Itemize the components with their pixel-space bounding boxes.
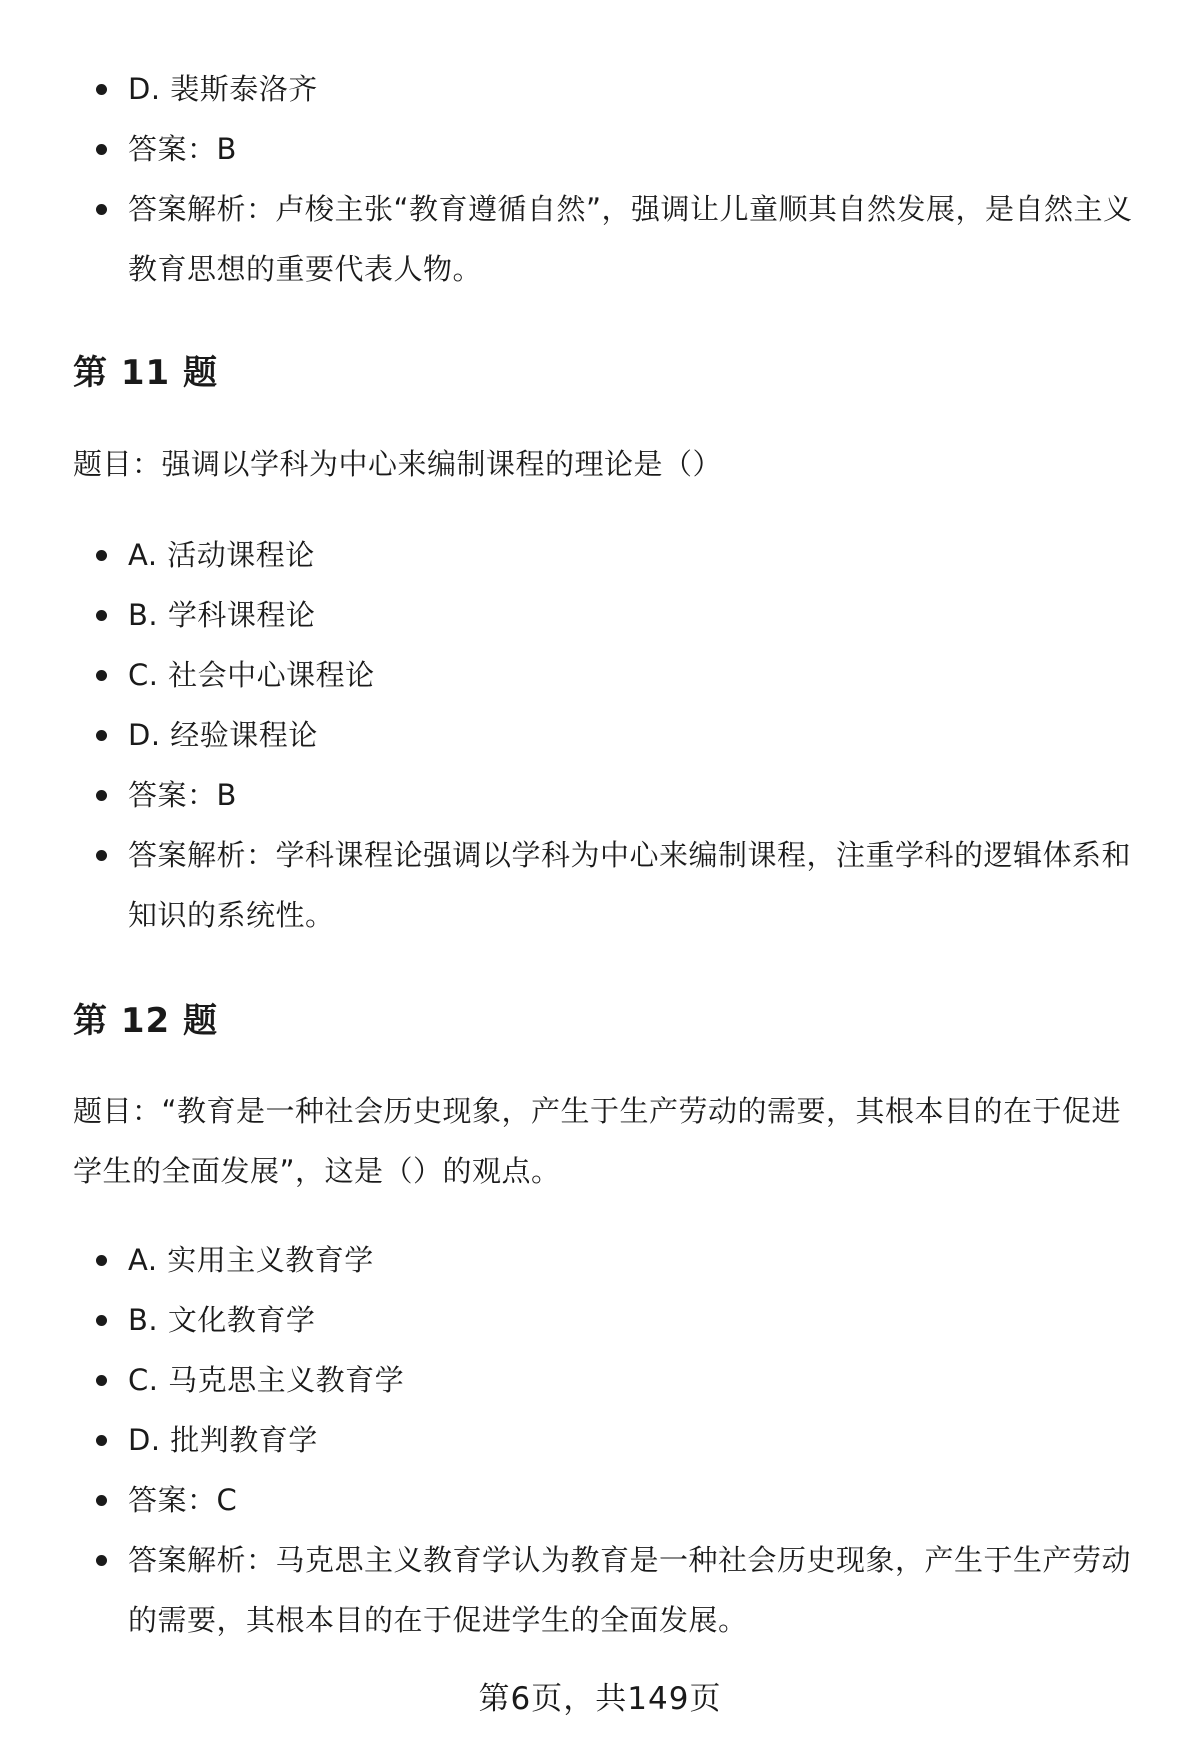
bullet-icon	[96, 144, 107, 155]
q11-question: 题目：强调以学科为中心来编制课程的理论是（）	[73, 447, 723, 481]
q12-explanation: 答案解析：马克思主义教育学认为教育是一种社会历史现象，产生于生产劳动的需要，其根本目的在于促进学生的全面发展。	[0, 1530, 1200, 1650]
q10-option-list	[0, 59, 1200, 299]
q12-option-list	[0, 1230, 1200, 1650]
bullet-icon	[96, 1435, 107, 1446]
q12-question: 题目：“教育是一种社会历史现象，产生于生产劳动的需要，其根本目的在于促进学生的全面发展”，这是（）的观点。	[73, 1094, 1122, 1188]
q11-option-list	[0, 525, 1200, 945]
q12-answer: 答案：C	[0, 1470, 1200, 1530]
q10-option-d: D. 裴斯泰洛齐	[0, 59, 1200, 119]
q11-option-c: C. 社会中心课程论	[0, 645, 1200, 705]
bullet-icon	[96, 850, 107, 861]
q11-heading: 第 11 题	[73, 353, 218, 393]
bullet-icon	[96, 790, 107, 801]
q12-heading: 第 12 题	[73, 1001, 218, 1041]
q11-option-d: D. 经验课程论	[0, 705, 1200, 765]
bullet-icon	[96, 610, 107, 621]
q10-answer: 答案：B	[0, 119, 1200, 179]
q11-answer: 答案：B	[0, 765, 1200, 825]
bullet-icon	[96, 730, 107, 741]
q10-explanation: 答案解析：卢梭主张“教育遵循自然”，强调让儿童顺其自然发展，是自然主义教育思想的重要代表人物。	[0, 179, 1200, 299]
bullet-icon	[96, 670, 107, 681]
bullet-icon	[96, 1315, 107, 1326]
q11-explanation: 答案解析：学科课程论强调以学科为中心来编制课程，注重学科的逻辑体系和知识的系统性。	[0, 825, 1200, 945]
bullet-icon	[96, 550, 107, 561]
q12-option-d: D. 批判教育学	[0, 1410, 1200, 1470]
q12-option-a: A. 实用主义教育学	[0, 1230, 1200, 1290]
page-number: 第6页，共149页	[478, 1681, 722, 1717]
bullet-icon	[96, 1375, 107, 1386]
bullet-icon	[96, 1555, 107, 1566]
q11-option-b: B. 学科课程论	[0, 585, 1200, 645]
q11-option-a: A. 活动课程论	[0, 525, 1200, 585]
bullet-icon	[96, 84, 107, 95]
bullet-icon	[96, 1255, 107, 1266]
q12-option-c: C. 马克思主义教育学	[0, 1350, 1200, 1410]
q12-option-b: B. 文化教育学	[0, 1290, 1200, 1350]
bullet-icon	[96, 1495, 107, 1506]
bullet-icon	[96, 204, 107, 215]
